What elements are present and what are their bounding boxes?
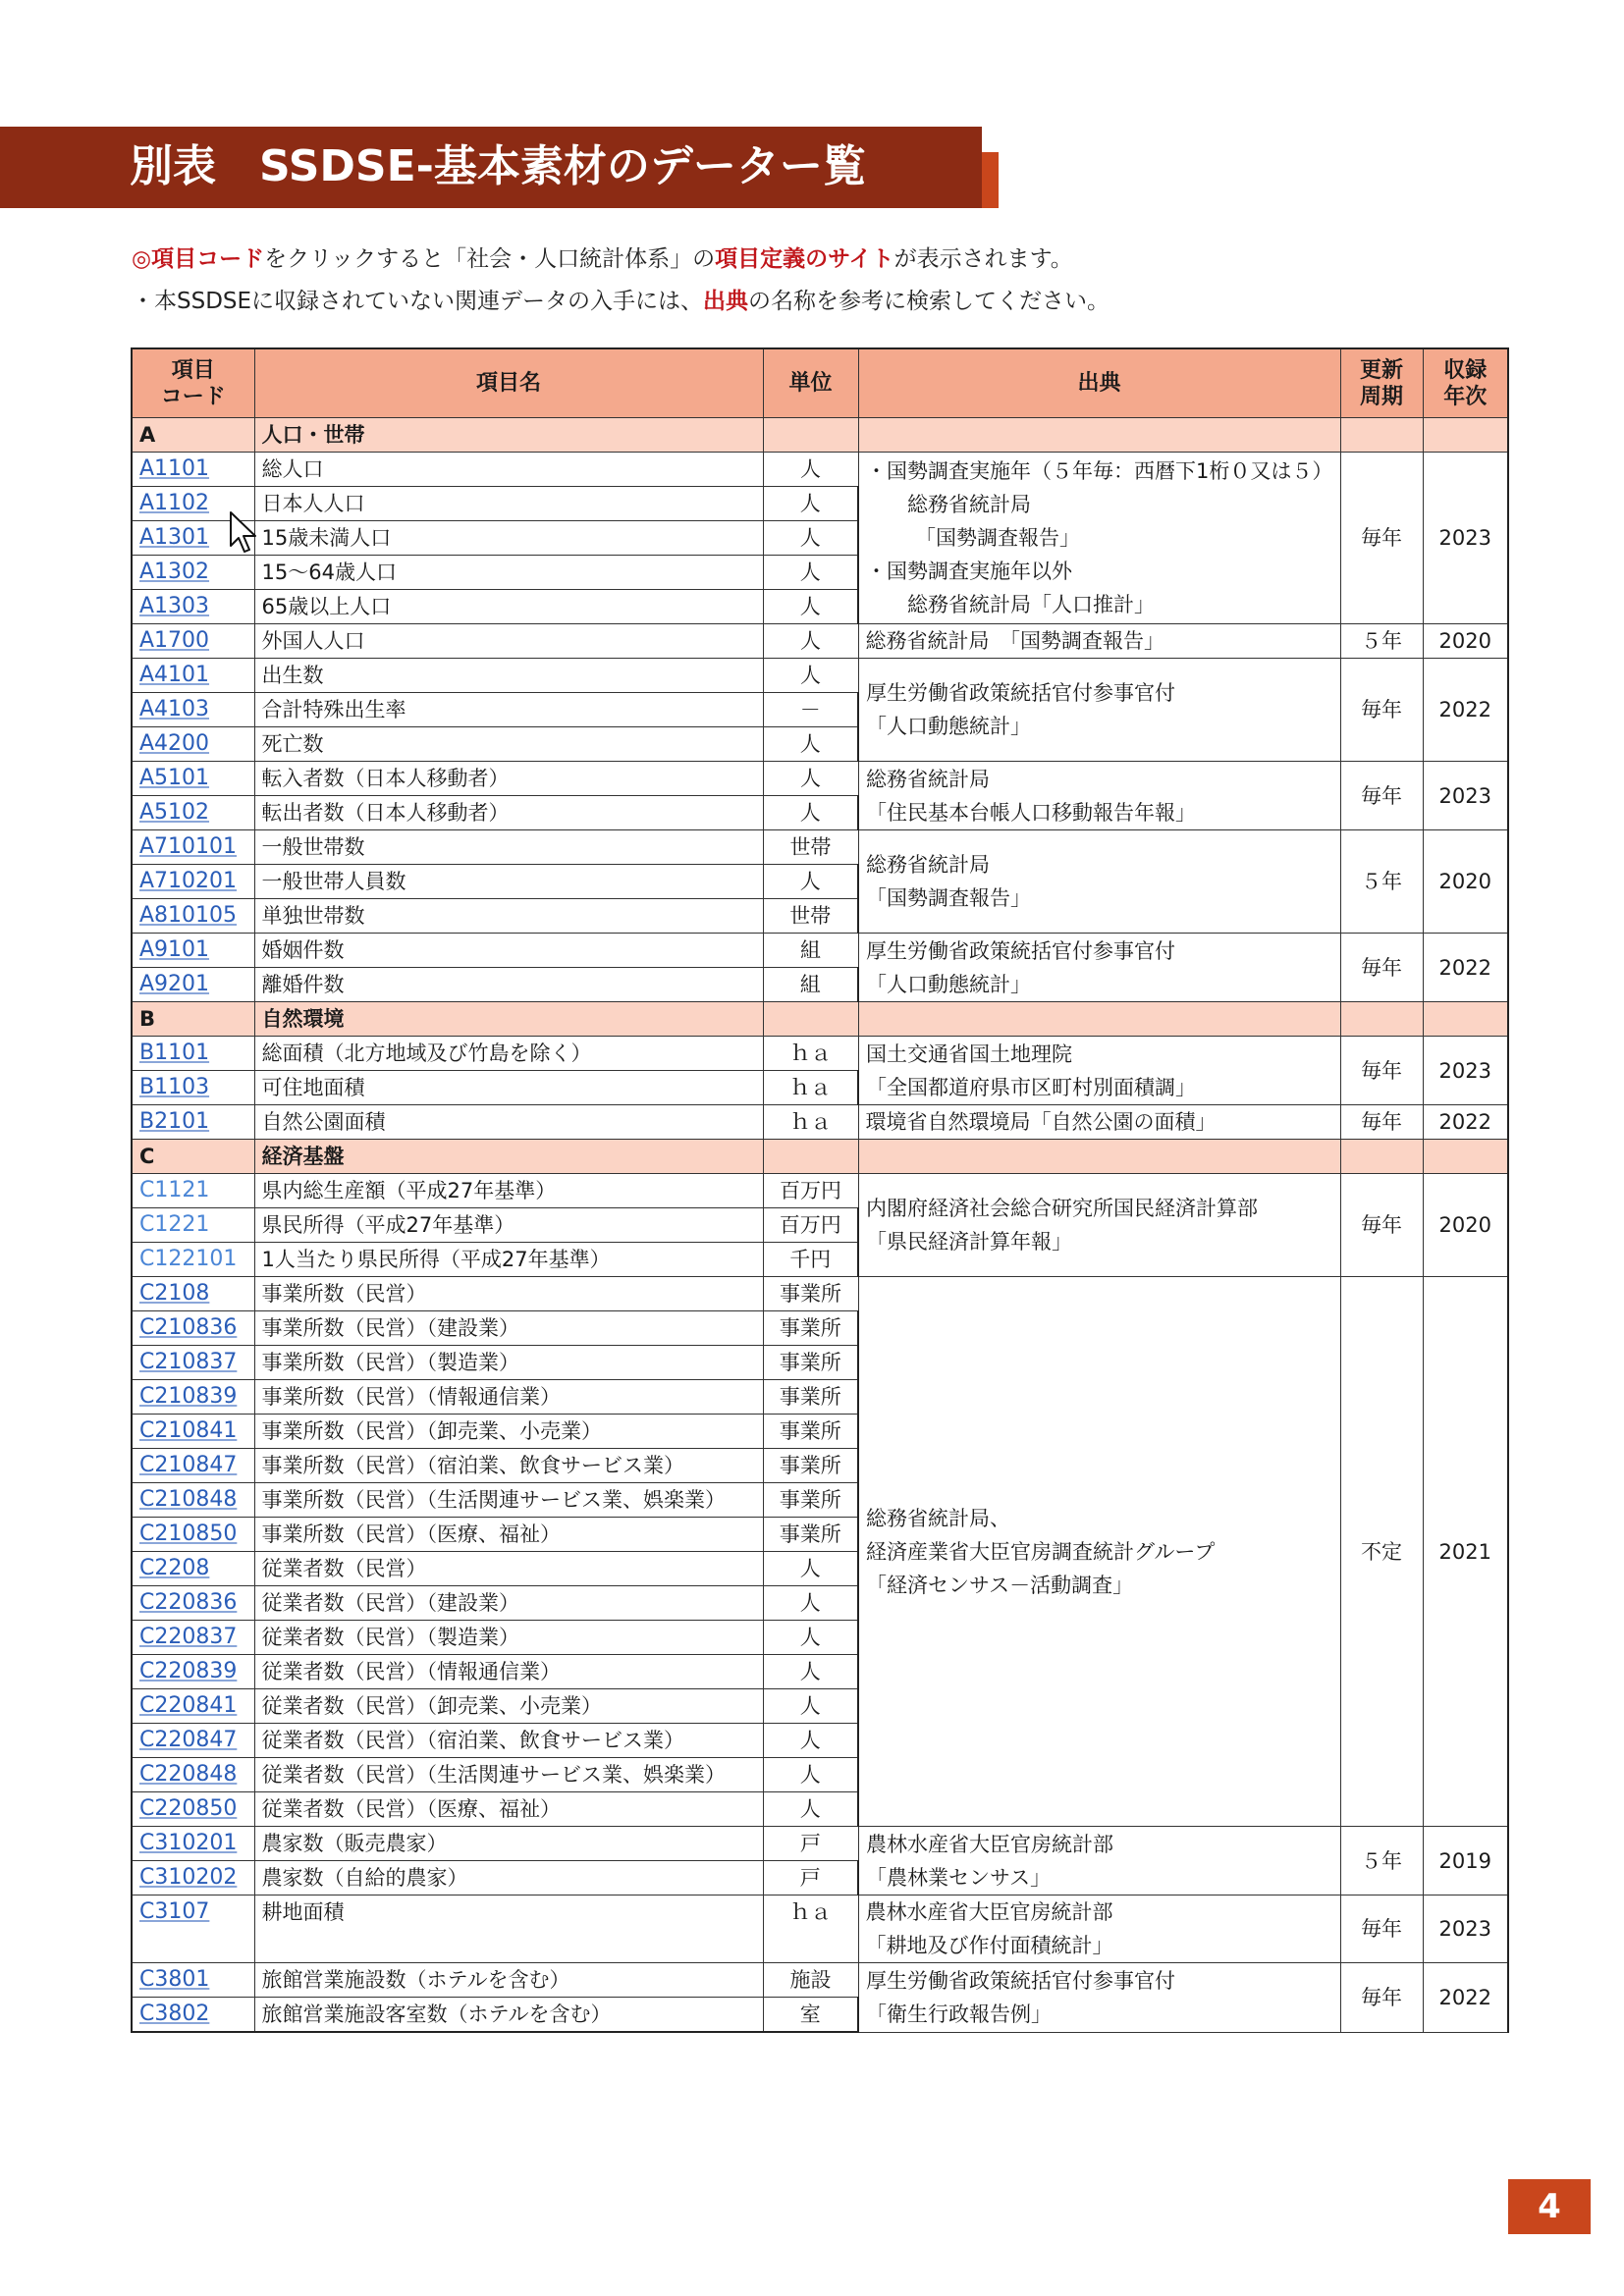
item-code-link[interactable]: A4101: [132, 659, 254, 693]
mouse-pointer-icon: [229, 510, 260, 556]
item-unit: 施設: [763, 1963, 858, 1998]
item-unit: 人: [763, 1655, 858, 1689]
item-year: 2023: [1423, 1896, 1508, 1963]
item-name: 転出者数（日本人移動者）: [254, 796, 763, 830]
item-name: 65歳以上人口: [254, 590, 763, 624]
item-unit: 人: [763, 1724, 858, 1758]
item-unit: 人: [763, 453, 858, 487]
note-text: ・本SSDSEに収録されていない関連データの入手には、: [132, 289, 704, 314]
item-source: [858, 453, 1340, 624]
item-source: [858, 1963, 1340, 2033]
item-year: 2021: [1423, 1277, 1508, 1827]
item-code-link[interactable]: C122101: [132, 1243, 254, 1277]
source-line: 「住民基本台帳人口移動報告年報」: [866, 800, 1196, 825]
category-row: [132, 418, 1508, 453]
header-name: [254, 348, 763, 418]
item-year: 2019: [1423, 1827, 1508, 1896]
table-row: [132, 1174, 1508, 1208]
note-highlight-source: 出典: [703, 289, 749, 314]
header-code-label: 項目 コード: [160, 357, 226, 409]
item-year: 2022: [1423, 1105, 1508, 1140]
note-highlight-code: 項目コード: [151, 246, 265, 272]
item-code-link[interactable]: C210836: [132, 1311, 254, 1346]
source-line: 環境省自然環境局「自然公園の面積」: [865, 1110, 1217, 1134]
item-code-link[interactable]: A1700: [132, 624, 254, 659]
item-code-link[interactable]: C3107: [132, 1896, 254, 1963]
item-source: [858, 1827, 1340, 1896]
item-name: 従業者数（民営）（情報通信業）: [254, 1655, 763, 1689]
item-code-link[interactable]: A1303: [132, 590, 254, 624]
item-year: 2023: [1423, 762, 1508, 830]
note-text: をクリックすると「社会・人口統計体系」の: [264, 246, 716, 272]
item-year: 2022: [1423, 934, 1508, 1002]
item-code-link[interactable]: C3801: [132, 1963, 254, 1998]
category-empty-cell: [763, 1140, 858, 1174]
category-name: 自然環境: [254, 1002, 763, 1037]
item-unit: 人: [763, 1552, 858, 1586]
header-name-label: 項目名: [475, 371, 541, 396]
item-unit: 事業所: [763, 1380, 858, 1415]
item-unit: 世帯: [763, 899, 858, 934]
item-name: 事業所数（民営）（生活関連サービス業、娯楽業）: [254, 1483, 763, 1518]
item-source: [858, 762, 1340, 830]
category-empty-cell: [1340, 1140, 1423, 1174]
item-update-cycle: 毎年: [1340, 659, 1423, 762]
item-unit: 世帯: [763, 830, 858, 865]
source-line: ・国勢調査実施年（５年毎：西暦下1桁０又は５）: [866, 459, 1333, 483]
note-highlight-site: 項目定義のサイト: [715, 246, 894, 272]
item-unit: 人: [763, 659, 858, 693]
item-code-link[interactable]: A1101: [132, 453, 254, 487]
item-code-link[interactable]: C1221: [132, 1208, 254, 1243]
item-update-cycle: 毎年: [1340, 1037, 1423, 1105]
item-unit: 人: [763, 590, 858, 624]
item-unit: ｈａ: [763, 1896, 858, 1963]
item-code-link[interactable]: C210841: [132, 1415, 254, 1449]
item-name: 1人当たり県民所得（平成27年基準）: [254, 1243, 763, 1277]
item-update-cycle: ５年: [1340, 830, 1423, 934]
item-name: 可住地面積: [254, 1071, 763, 1105]
source-line: 「人口動態統計」: [866, 715, 1031, 738]
table-row: [132, 624, 1508, 659]
page-title: 別表 SSDSE-基本素材のデーター覧: [130, 141, 866, 191]
source-line: 「国勢調査報告」: [915, 526, 1080, 550]
item-update-cycle: 不定: [1340, 1277, 1423, 1827]
source-line: ・国勢調査実施年以外: [866, 560, 1072, 583]
item-name: 総面積（北方地域及び竹島を除く）: [254, 1037, 763, 1071]
source-line: 「国勢調査報告」: [866, 886, 1031, 910]
item-source: [858, 659, 1340, 762]
source-line: 「経済センサス－活動調査」: [866, 1573, 1134, 1597]
instruction-line-2: [132, 287, 1110, 316]
item-name: 旅館営業施設数（ホテルを含む）: [254, 1963, 763, 1998]
item-code-link[interactable]: B2101: [132, 1105, 254, 1140]
source-line: 「農林業センサス」: [866, 1865, 1052, 1890]
category-name: 経済基盤: [254, 1140, 763, 1174]
item-update-cycle: 毎年: [1340, 1896, 1423, 1963]
category-empty-cell: [1340, 418, 1423, 453]
item-code-link[interactable]: C310201: [132, 1827, 254, 1861]
category-empty-cell: [1423, 418, 1508, 453]
item-update-cycle: ５年: [1340, 1827, 1423, 1896]
item-source: [858, 1105, 1340, 1140]
item-code-link[interactable]: C310202: [132, 1861, 254, 1896]
item-code-link[interactable]: C220837: [132, 1621, 254, 1655]
item-name: 15歳未満人口: [254, 521, 763, 556]
item-unit: ｈａ: [763, 1037, 858, 1071]
item-source: [858, 934, 1340, 1002]
item-code-link[interactable]: C2108: [132, 1277, 254, 1311]
source-line: 総務省統計局 「国勢調査報告」: [865, 629, 1164, 653]
category-empty-cell: [1340, 1002, 1423, 1037]
category-empty-cell: [763, 418, 858, 453]
category-empty-cell: [858, 418, 1340, 453]
item-source: [858, 1174, 1340, 1277]
item-year: 2023: [1423, 453, 1508, 624]
item-source: [858, 1037, 1340, 1105]
item-code-link[interactable]: C3802: [132, 1998, 254, 2033]
item-code-link[interactable]: A9101: [132, 934, 254, 968]
source-line: 国土交通省国土地理院: [866, 1041, 1072, 1066]
item-update-cycle: 毎年: [1340, 1963, 1423, 2033]
table-row: [132, 1105, 1508, 1140]
item-code-link[interactable]: A1302: [132, 556, 254, 590]
item-code-link[interactable]: A9201: [132, 968, 254, 1002]
item-name: 事業所数（民営）（医療、福祉）: [254, 1518, 763, 1552]
item-unit: 人: [763, 521, 858, 556]
item-unit: 人: [763, 1689, 858, 1724]
item-code-link[interactable]: C210839: [132, 1380, 254, 1415]
item-code-link[interactable]: A4200: [132, 727, 254, 762]
item-name: 従業者数（民営）（建設業）: [254, 1586, 763, 1621]
item-unit: 千円: [763, 1243, 858, 1277]
item-unit: 組: [763, 968, 858, 1002]
item-name: 出生数: [254, 659, 763, 693]
item-name: 転入者数（日本人移動者）: [254, 762, 763, 796]
item-source: [858, 1277, 1340, 1827]
item-code-link[interactable]: A710201: [132, 865, 254, 899]
item-unit: ｈａ: [763, 1071, 858, 1105]
item-code-link[interactable]: A1102: [132, 487, 254, 521]
category-empty-cell: [763, 1002, 858, 1037]
source-line: 「衛生行政報告例」: [866, 2002, 1052, 2026]
item-name: 総人口: [254, 453, 763, 487]
item-year: 2020: [1423, 830, 1508, 934]
item-year: 2022: [1423, 659, 1508, 762]
header-cycle-label: 更新 周期: [1359, 357, 1403, 409]
item-name: 死亡数: [254, 727, 763, 762]
note-text: の名称を参考に検索してください。: [748, 289, 1110, 314]
source-line: 農林水産省大臣官房統計部: [866, 1832, 1113, 1856]
item-name: 日本人人口: [254, 487, 763, 521]
item-year: 2020: [1423, 1174, 1508, 1277]
header-year: [1423, 348, 1508, 418]
item-name: 合計特殊出生率: [254, 693, 763, 727]
item-code-link[interactable]: C220850: [132, 1792, 254, 1827]
item-code-link[interactable]: A710101: [132, 830, 254, 865]
item-name: 事業所数（民営）: [254, 1277, 763, 1311]
item-update-cycle: 毎年: [1340, 934, 1423, 1002]
item-unit: 戸: [763, 1827, 858, 1861]
item-name: 単独世帯数: [254, 899, 763, 934]
item-name: 一般世帯数: [254, 830, 763, 865]
item-unit: 事業所: [763, 1346, 858, 1380]
source-line: 厚生労働省政策統括官付参事官付: [866, 681, 1175, 705]
item-unit: 人: [763, 556, 858, 590]
item-update-cycle: 毎年: [1340, 1174, 1423, 1277]
category-empty-cell: [858, 1140, 1340, 1174]
item-unit: 人: [763, 1792, 858, 1827]
item-unit: 百万円: [763, 1174, 858, 1208]
item-name: 事業所数（民営）（製造業）: [254, 1346, 763, 1380]
item-code-link[interactable]: C220836: [132, 1586, 254, 1621]
item-unit: 室: [763, 1998, 858, 2033]
item-code-link[interactable]: C220848: [132, 1758, 254, 1792]
source-line: 内閣府経済社会総合研究所国民経済計算部: [866, 1197, 1258, 1220]
item-name: 事業所数（民営）（情報通信業）: [254, 1380, 763, 1415]
item-unit: 人: [763, 1621, 858, 1655]
item-code-link[interactable]: C210848: [132, 1483, 254, 1518]
item-name: 自然公園面積: [254, 1105, 763, 1140]
item-code-link[interactable]: B1101: [132, 1037, 254, 1071]
source-line: 「耕地及び作付面積統計」: [865, 1934, 1113, 1957]
source-line: 厚生労働省政策統括官付参事官付: [866, 1968, 1175, 1993]
item-name: 外国人人口: [254, 624, 763, 659]
item-unit: 事業所: [763, 1518, 858, 1552]
item-name: 農家数（自給的農家）: [254, 1861, 763, 1896]
item-update-cycle: 毎年: [1340, 453, 1423, 624]
source-line: 総務省統計局: [866, 767, 990, 791]
category-code: C: [132, 1140, 254, 1174]
category-code: A: [132, 418, 254, 453]
item-code-link[interactable]: B1103: [132, 1071, 254, 1105]
source-line: 総務省統計局、: [866, 1506, 1010, 1530]
item-name: 一般世帯人員数: [254, 865, 763, 899]
table-row: [132, 762, 1508, 796]
note-text: が表示されます。: [893, 246, 1073, 272]
item-code-link[interactable]: C210847: [132, 1449, 254, 1483]
item-unit: 事業所: [763, 1415, 858, 1449]
item-unit: ｈａ: [763, 1105, 858, 1140]
source-line: 農林水産省大臣官房統計部: [865, 1900, 1113, 1924]
item-unit: 人: [763, 1758, 858, 1792]
item-unit: 人: [763, 727, 858, 762]
item-name: 婚姻件数: [254, 934, 763, 968]
source-line: 総務省統計局「人口推計」: [907, 593, 1155, 616]
item-code-link[interactable]: C220847: [132, 1724, 254, 1758]
item-unit: 百万円: [763, 1208, 858, 1243]
item-name: 県民所得（平成27年基準）: [254, 1208, 763, 1243]
item-year: 2020: [1423, 624, 1508, 659]
data-table: [131, 347, 1509, 2033]
item-name: 耕地面積: [254, 1896, 763, 1963]
table-row: [132, 1037, 1508, 1071]
item-unit: 組: [763, 934, 858, 968]
source-line: 経済産業省大臣官房調査統計グループ: [866, 1539, 1216, 1564]
instruction-line-1: [132, 244, 1073, 274]
item-name: 農家数（販売農家）: [254, 1827, 763, 1861]
item-unit: 人: [763, 865, 858, 899]
item-update-cycle: ５年: [1340, 624, 1423, 659]
header-source-label: 出典: [1077, 371, 1121, 396]
source-line: 総務省統計局: [866, 853, 990, 877]
category-code: B: [132, 1002, 254, 1037]
category-empty-cell: [1423, 1002, 1508, 1037]
item-name: 従業者数（民営）（製造業）: [254, 1621, 763, 1655]
item-name: 事業所数（民営）（宿泊業、飲食サービス業）: [254, 1449, 763, 1483]
header-cycle: [1340, 348, 1423, 418]
item-code-link[interactable]: C220841: [132, 1689, 254, 1724]
item-name: 従業者数（民営）: [254, 1552, 763, 1586]
source-line: 厚生労働省政策統括官付参事官付: [866, 938, 1175, 963]
item-name: 従業者数（民営）（医療、福祉）: [254, 1792, 763, 1827]
item-code-link[interactable]: C210850: [132, 1518, 254, 1552]
item-code-link[interactable]: A4103: [132, 693, 254, 727]
item-code-link[interactable]: C2208: [132, 1552, 254, 1586]
header-source: [858, 348, 1340, 418]
item-name: 旅館営業施設客室数（ホテルを含む）: [254, 1998, 763, 2033]
item-source: [858, 624, 1340, 659]
category-name: 人口・世帯: [254, 418, 763, 453]
table-row: [132, 1827, 1508, 1861]
item-unit: －: [763, 693, 858, 727]
table-row: [132, 1277, 1508, 1311]
item-name: 従業者数（民営）（生活関連サービス業、娯楽業）: [254, 1758, 763, 1792]
title-banner-accent: [982, 152, 999, 208]
category-empty-cell: [1423, 1140, 1508, 1174]
item-update-cycle: 毎年: [1340, 1105, 1423, 1140]
item-source: [858, 1896, 1340, 1963]
table-row: [132, 1896, 1508, 1963]
item-unit: 事業所: [763, 1483, 858, 1518]
item-code-link[interactable]: A1301: [132, 521, 254, 556]
item-unit: 人: [763, 624, 858, 659]
page-number: 4: [1508, 2179, 1591, 2234]
table-row: [132, 934, 1508, 968]
header-unit: [763, 348, 858, 418]
item-code-link[interactable]: C220839: [132, 1655, 254, 1689]
header-code: [132, 348, 254, 418]
source-line: 総務省統計局: [907, 493, 1031, 516]
item-name: 離婚件数: [254, 968, 763, 1002]
source-line: 「全国都道府県市区町村別面積調」: [866, 1075, 1196, 1099]
note-mark: ◎: [132, 246, 152, 272]
item-update-cycle: 毎年: [1340, 762, 1423, 830]
item-name: 事業所数（民営）（建設業）: [254, 1311, 763, 1346]
item-source: [858, 830, 1340, 934]
item-name: 県内総生産額（平成27年基準）: [254, 1174, 763, 1208]
item-code-link[interactable]: C1121: [132, 1174, 254, 1208]
item-code-link[interactable]: C210837: [132, 1346, 254, 1380]
item-code-link[interactable]: A5101: [132, 762, 254, 796]
item-name: 従業者数（民営）（宿泊業、飲食サービス業）: [254, 1724, 763, 1758]
item-unit: 人: [763, 796, 858, 830]
item-unit: 戸: [763, 1861, 858, 1896]
category-empty-cell: [858, 1002, 1340, 1037]
category-row: [132, 1002, 1508, 1037]
item-year: 2023: [1423, 1037, 1508, 1105]
table-row: [132, 659, 1508, 693]
category-row: [132, 1140, 1508, 1174]
source-line: 「県民経済計算年報」: [866, 1230, 1072, 1254]
item-name: 事業所数（民営）（卸売業、小売業）: [254, 1415, 763, 1449]
item-unit: 人: [763, 1586, 858, 1621]
item-name: 15～64歳人口: [254, 556, 763, 590]
header-unit-label: 単位: [788, 371, 833, 396]
item-unit: 事業所: [763, 1449, 858, 1483]
table-row: [132, 1963, 1508, 1998]
header-year-label: 収録 年次: [1443, 357, 1488, 409]
item-code-link[interactable]: A810105: [132, 899, 254, 934]
item-unit: 事業所: [763, 1311, 858, 1346]
item-code-link[interactable]: A5102: [132, 796, 254, 830]
table-header-row: [132, 348, 1508, 418]
source-line: 「人口動態統計」: [866, 972, 1031, 996]
item-year: 2022: [1423, 1963, 1508, 2033]
item-unit: 人: [763, 487, 858, 521]
table-row: [132, 830, 1508, 865]
item-unit: 人: [763, 762, 858, 796]
item-name: 従業者数（民営）（卸売業、小売業）: [254, 1689, 763, 1724]
item-unit: 事業所: [763, 1277, 858, 1311]
table-row: [132, 453, 1508, 487]
